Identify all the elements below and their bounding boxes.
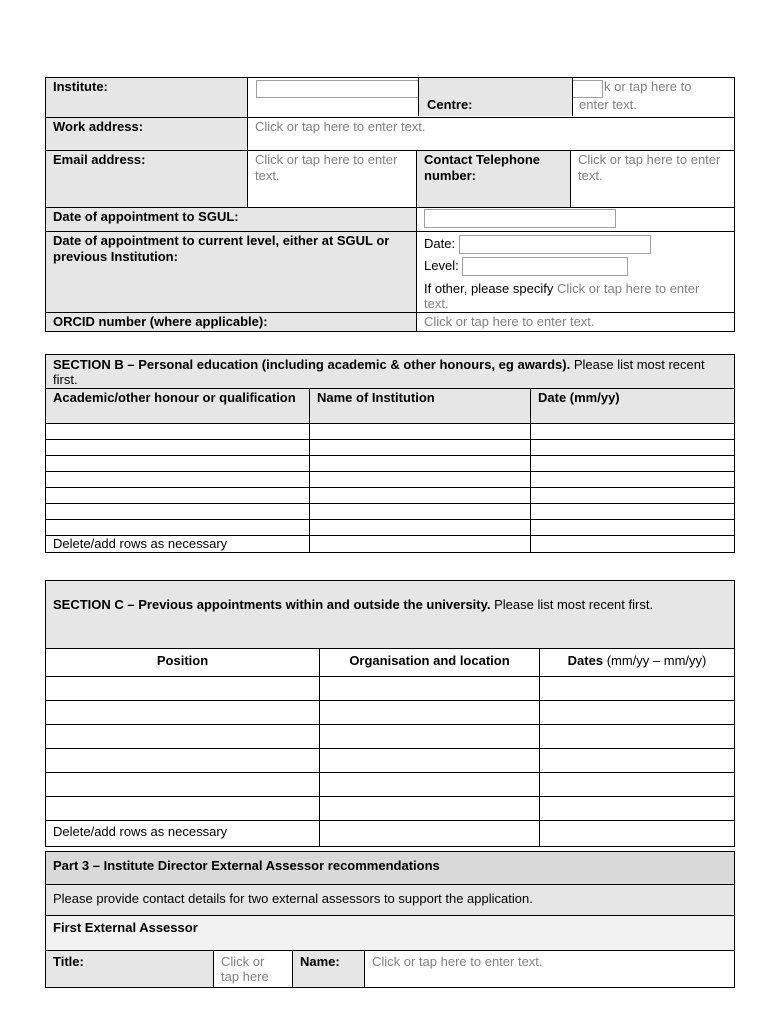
section-c-title — [46, 581, 735, 649]
table-row[interactable] — [46, 677, 735, 701]
col-date: Date (mm/yy) — [531, 389, 735, 424]
col-institution: Name of Institution — [310, 389, 531, 424]
orcid-input[interactable]: Click or tap here to enter text. — [417, 313, 735, 332]
work-address-label: Work address: — [46, 118, 248, 151]
institute-cell — [248, 78, 735, 118]
date-appointment-input[interactable] — [424, 209, 616, 228]
assessor-name-label: Name: — [293, 951, 365, 988]
institute-label: Institute: — [46, 78, 248, 118]
table-row[interactable] — [46, 797, 735, 821]
date-current-cell — [417, 232, 735, 313]
section-b-footer: Delete/add rows as necessary — [46, 536, 310, 553]
assessor-title-label: Title: — [46, 951, 214, 988]
level-select[interactable] — [462, 257, 628, 276]
part3-title: Part 3 – Institute Director External Assessor recommendations — [46, 852, 735, 885]
section-b-title-bold: SECTION B – Personal education (including academic & other honours, eg awards). — [53, 357, 571, 372]
section-c-footer: Delete/add rows as necessary — [46, 821, 320, 847]
email-label: Email address: — [46, 151, 248, 208]
section-b-title-rest: Please list most recent first. — [53, 357, 705, 387]
assessor-name-input[interactable]: Click or tap here to enter text. — [365, 951, 735, 988]
first-assessor-heading: First External Assessor — [46, 916, 735, 951]
col-position: Position — [46, 649, 320, 677]
section-b-title — [46, 355, 735, 389]
email-row — [46, 151, 735, 208]
date-label: Date: — [424, 235, 456, 251]
table-row[interactable] — [46, 749, 735, 773]
section-c-table — [45, 580, 735, 847]
date-appointment-row — [46, 208, 735, 232]
level-label: Level: — [424, 257, 459, 273]
part3-table — [45, 851, 735, 988]
col-dates — [540, 649, 735, 677]
part3-instruction: Please provide contact details for two external assessors to support the application. — [46, 885, 735, 916]
centre-placeholder-tail[interactable]: enter text. — [579, 97, 637, 112]
table-row[interactable] — [46, 472, 735, 488]
orcid-row — [46, 313, 735, 332]
col-organisation: Organisation and location — [320, 649, 540, 677]
personal-details-table — [45, 77, 735, 332]
email-input[interactable]: Click or tap here to enter text. — [248, 151, 417, 208]
phone-input[interactable]: Click or tap here to enter text. — [571, 151, 735, 208]
section-c-title-bold: SECTION C – Previous appointments within and outside the university. — [53, 597, 491, 612]
table-row[interactable] — [46, 424, 735, 440]
section-b-table — [45, 354, 735, 553]
if-other-label: If other, please specify — [424, 281, 554, 296]
table-row[interactable] — [46, 773, 735, 797]
centre-label: Centre: — [427, 97, 473, 112]
date-current-row — [46, 232, 735, 313]
section-c-title-rest: Please list most recent first. — [490, 597, 654, 612]
date-appointment-cell — [417, 208, 735, 232]
col-dates-bold: Dates — [567, 653, 604, 668]
date-appointment-label: Date of appointment to SGUL: — [46, 208, 417, 232]
col-honour: Academic/other honour or qualification — [46, 389, 310, 424]
table-row[interactable] — [46, 456, 735, 472]
table-row[interactable] — [46, 701, 735, 725]
date-input[interactable] — [459, 235, 651, 254]
institute-row — [46, 78, 735, 118]
work-address-row — [46, 118, 735, 151]
work-address-input[interactable]: Click or tap here to enter text. — [248, 118, 735, 151]
date-current-label: Date of appointment to current level, either at SGUL or previous Institution: — [46, 232, 417, 313]
table-row[interactable] — [46, 520, 735, 536]
table-row[interactable] — [46, 504, 735, 520]
phone-label: Contact Telephone number: — [417, 151, 571, 208]
table-row[interactable] — [46, 488, 735, 504]
table-row[interactable] — [46, 440, 735, 456]
col-dates-rest: (mm/yy – mm/yy) — [603, 653, 707, 668]
assessor-title-input[interactable]: Click or tap here — [214, 951, 293, 988]
table-row[interactable] — [46, 725, 735, 749]
if-other-input[interactable]: Click or tap here to enter text. — [424, 281, 700, 311]
centre-placeholder[interactable]: k or tap here to — [604, 79, 692, 94]
orcid-label: ORCID number (where applicable): — [46, 313, 417, 332]
